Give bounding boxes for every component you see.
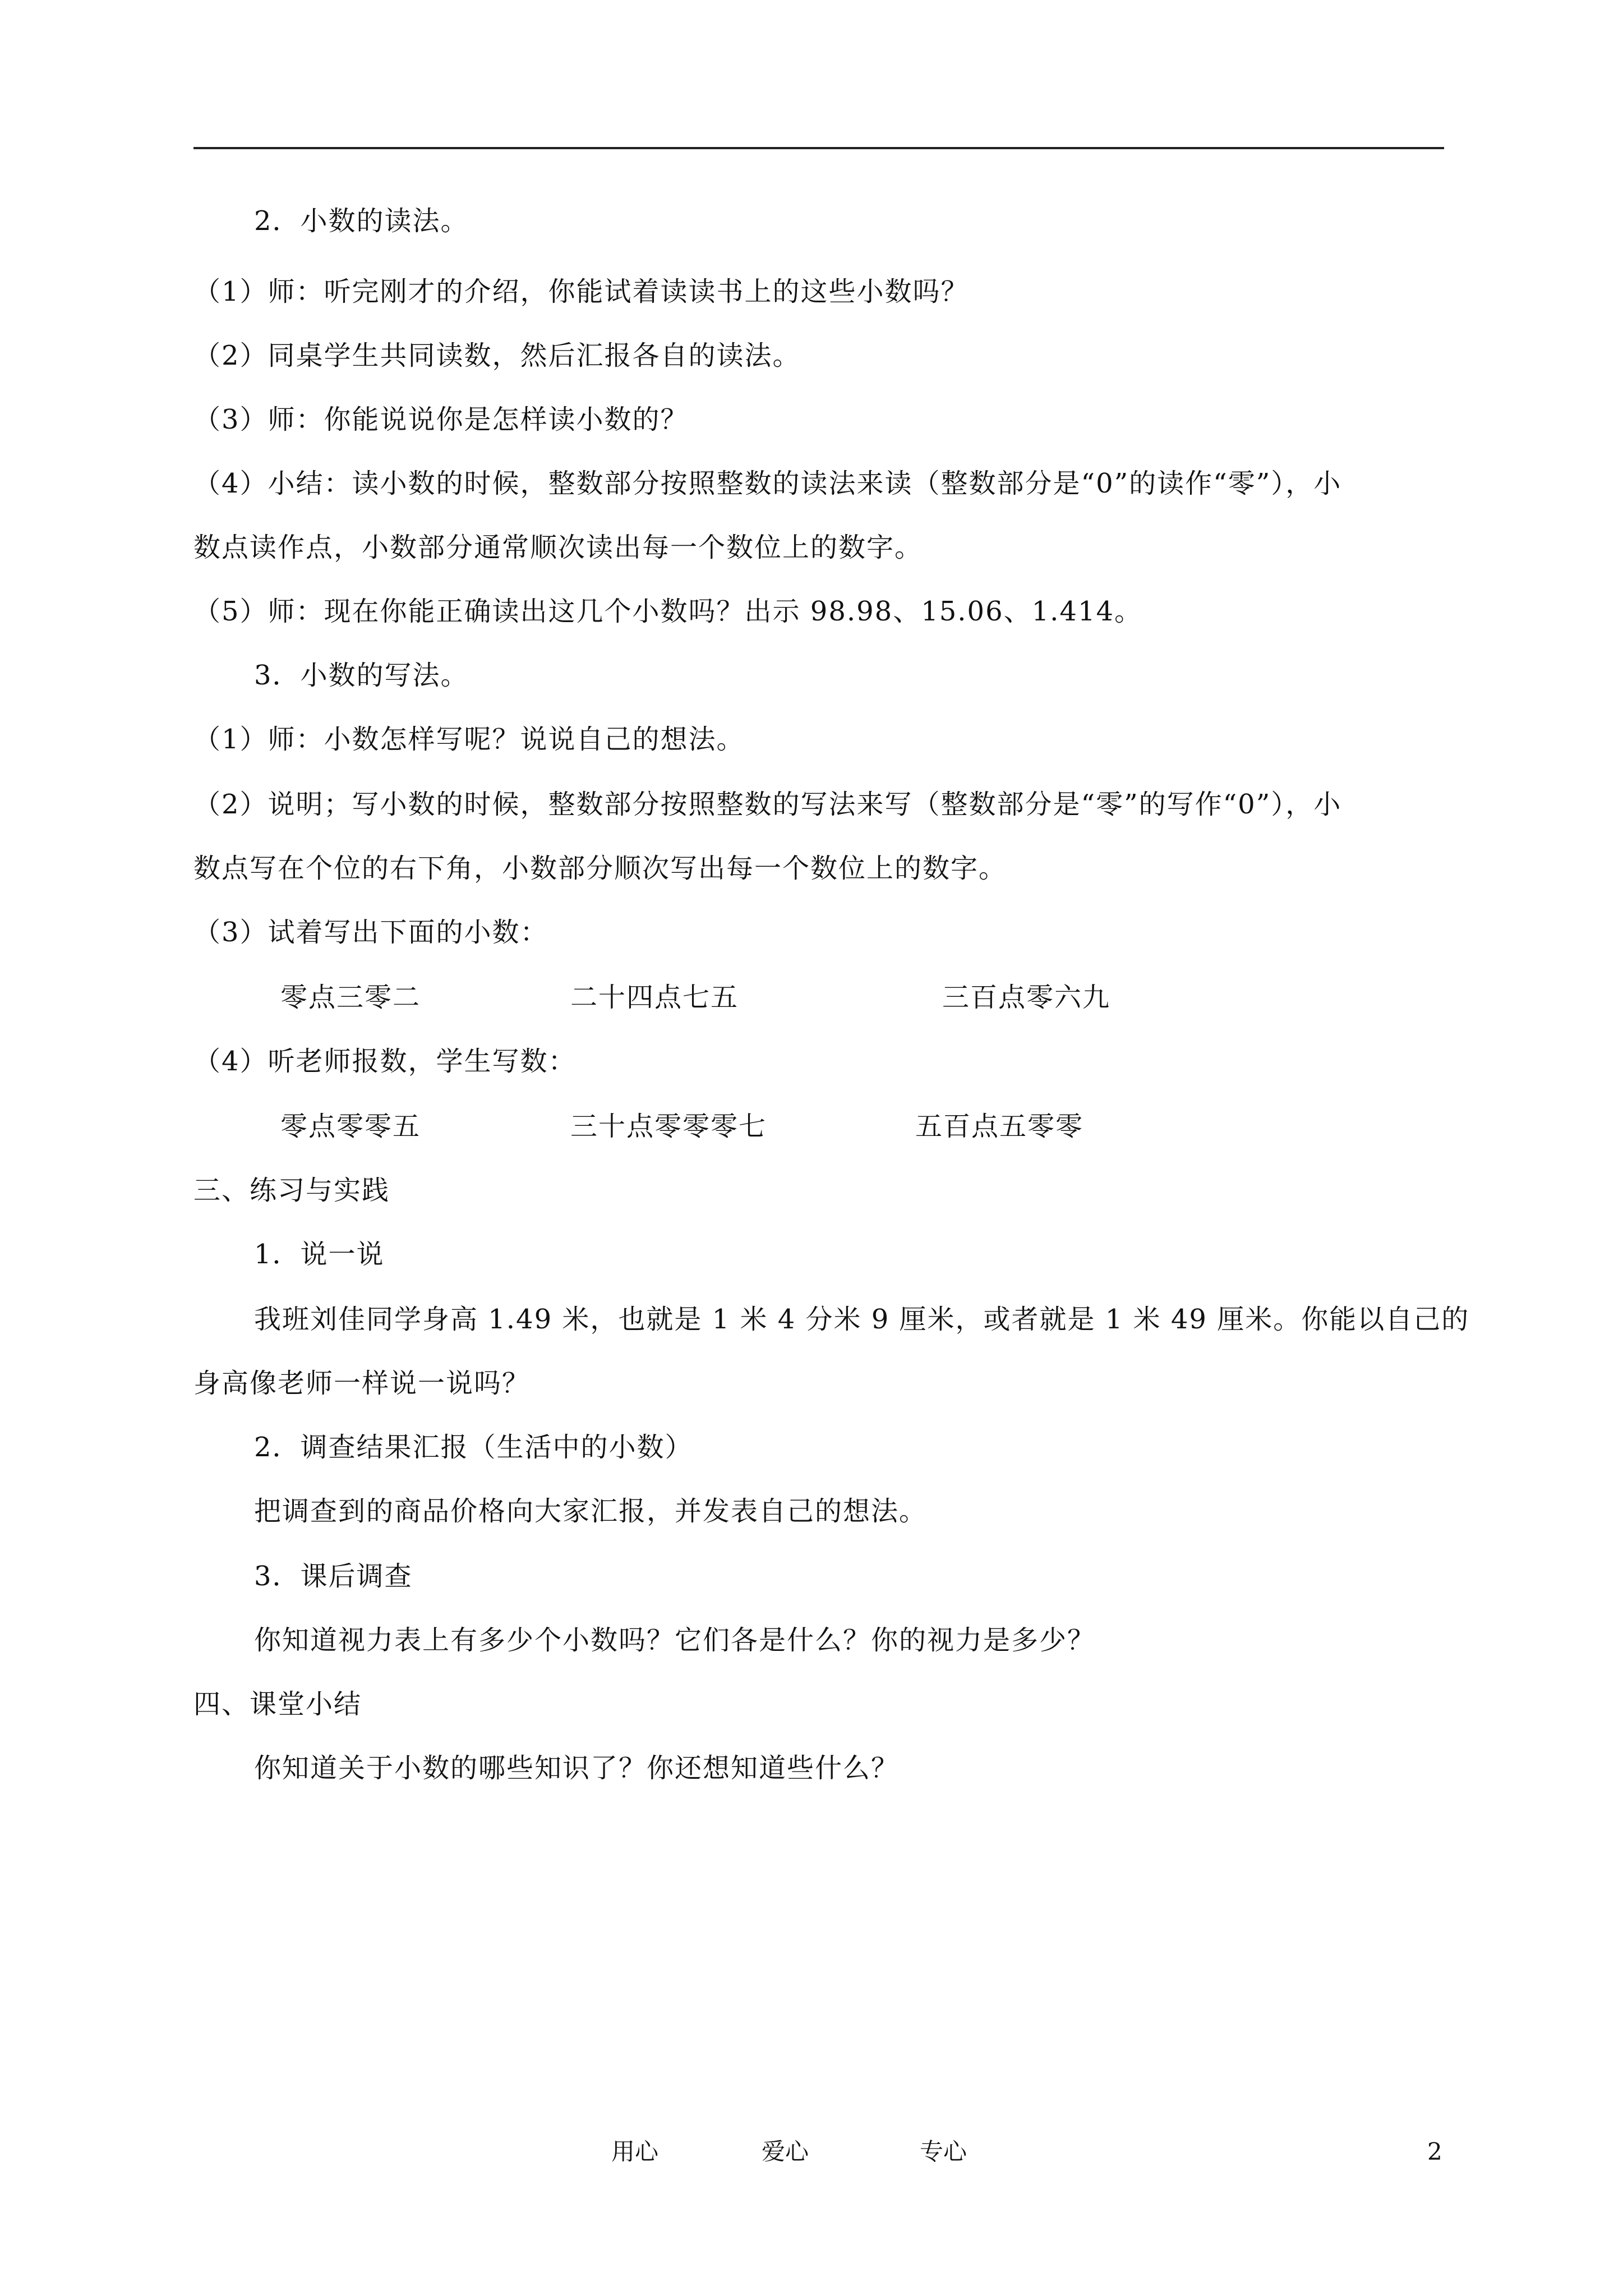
section-heading: 3．小数的写法。 (254, 660, 469, 691)
paragraph-line: 你知道关于小数的哪些知识了？你还想知道些什么？ (254, 1752, 900, 1784)
write-item: 二十四点七五 (570, 982, 739, 1013)
section-heading: 1．说一说 (254, 1239, 385, 1270)
section-heading: 2．小数的读法。 (254, 205, 469, 237)
section-heading: 三、练习与实践 (193, 1175, 390, 1206)
section-heading: 四、课堂小结 (193, 1688, 362, 1720)
footer-word: 爱心 (762, 2138, 809, 2165)
header-rule (193, 147, 1444, 149)
paragraph-line: 我班刘佳同学身高 1.49 米，也就是 1 米 4 分米 9 厘米，或者就是 1 米 49 厘米。你能以自己的 (254, 1304, 1470, 1335)
paragraph-line: （3）师：你能说说你是怎样读小数的？ (193, 404, 689, 435)
paragraph-line: （5）师：现在你能正确读出这几个小数吗？出示 98.98、15.06、1.414。 (193, 596, 1143, 627)
paragraph-line: （3）试着写出下面的小数： (193, 917, 548, 948)
paragraph-line: （4）听老师报数，学生写数： (193, 1046, 577, 1077)
paragraph-line: （4）小结：读小数的时候，整数部分按照整数的读法来读（整数部分是“0”的读作“零”），小 (193, 468, 1342, 499)
section-heading: 3．课后调查 (254, 1561, 413, 1592)
footer-word: 用心 (611, 2138, 659, 2165)
paragraph-line: （1）师：听完刚才的介绍，你能试着读读书上的这些小数吗？ (193, 276, 969, 307)
paragraph-line: 身高像老师一样说一说吗？ (193, 1368, 531, 1399)
footer-word: 专心 (920, 2138, 967, 2165)
paragraph-line: 把调查到的商品价格向大家汇报，并发表自己的想法。 (254, 1496, 928, 1527)
write-item: 三百点零六九 (942, 982, 1111, 1013)
write-item: 三十点零零零七 (570, 1111, 767, 1142)
paragraph-line: （2）同桌学生共同读数，然后汇报各自的读法。 (193, 340, 801, 371)
paragraph-line: 数点写在个位的右下角，小数部分顺次写出每一个数位上的数字。 (193, 853, 1007, 884)
section-heading: 2．调查结果汇报（生活中的小数） (254, 1432, 693, 1463)
page-number: 2 (1427, 2138, 1442, 2165)
paragraph-line: 你知道视力表上有多少个小数吗？它们各是什么？你的视力是多少？ (254, 1625, 1096, 1656)
write-item: 五百点五零零 (915, 1111, 1084, 1142)
paragraph-line: （1）师：小数怎样写呢？说说自己的想法。 (193, 724, 745, 755)
paragraph-line: （2）说明；写小数的时候，整数部分按照整数的写法来写（整数部分是“零”的写作“0”），小 (193, 789, 1342, 820)
paragraph-line: 数点读作点，小数部分通常顺次读出每一个数位上的数字。 (193, 532, 923, 563)
write-item: 零点零零五 (280, 1111, 421, 1142)
write-item: 零点三零二 (280, 982, 421, 1013)
